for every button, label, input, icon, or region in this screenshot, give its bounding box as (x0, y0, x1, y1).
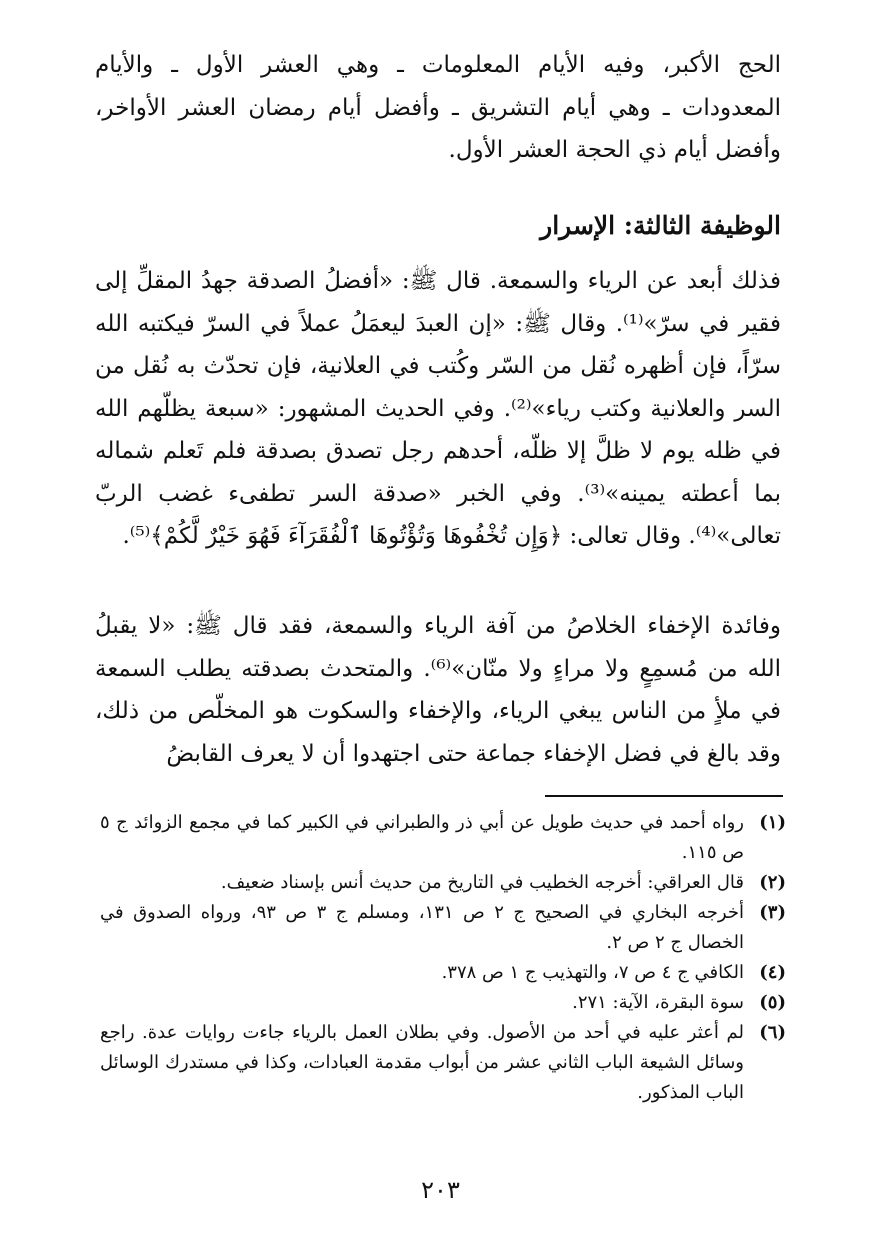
paragraph-benefit: وفائدة الإخفاء الخلاصُ من آفة الرياء والسمعة، فقد قال ﷺ: «لا يقبلُ الله من مُسمِعٍ ولا مراءٍ ولا منّان»⁽⁶⁾. والمتحدث بصدقته يطلب السمعة في ملأٍ من الناس يبغي الرياء، والإخفاء والسكوت هو المخلّص من ذلك، وقد بالغ في فضل الإخفاء جماعة حتى اجتهدوا أن لا يعرف القابضُ (95, 613, 781, 767)
footnote-number: (٤) (759, 962, 786, 983)
paragraph-continuation: الحج الأكبر، وفيه الأيام المعلومات ـ وهي العشر الأول ـ والأيام المعدودات ـ وهي أيام التشريق ـ وأفضل أيام رمضان العشر الأواخر، وأفضل أيام ذي الحجة العشر الأول. (95, 52, 781, 163)
footnote-1 (100, 808, 786, 868)
footnote-2 (100, 868, 786, 898)
footnote-4 (100, 958, 786, 988)
footnote-text: سوة البقرة، الآية: ٢٧١. (572, 992, 744, 1013)
footnote-number: (٣) (759, 902, 786, 923)
footnote-text: لم أعثر عليه في أحد من الأصول. وفي بطلان العمل بالرياء جاءت روايات عدة. راجع وسائل الشيعة الباب الثاني عشر من أبواب مقدمة العبادات، وكذا في مستدرك الوسائل الباب المذكور. (100, 1022, 744, 1103)
footnote-number: (٥) (759, 992, 786, 1013)
footnote-text: الكافي ج ٤ ص ٧، والتهذيب ج ١ ص ٣٧٨. (441, 962, 744, 983)
footnote-number: (٦) (759, 1022, 786, 1043)
footnote-number: (٢) (759, 872, 786, 893)
footnotes (100, 808, 786, 1108)
footnote-divider (545, 795, 783, 797)
footnote-6 (100, 1018, 786, 1108)
page-number: ٢٠٣ (421, 1176, 460, 1204)
footnote-3 (100, 898, 786, 958)
footnote-text: رواه أحمد في حديث طويل عن أبي ذر والطبراني في الكبير كما في مجمع الزوائد ج ٥ ص ١١٥. (100, 812, 744, 863)
footnote-text: أخرجه البخاري في الصحيح ج ٢ ص ١٣١، ومسلم ج ٣ ص ٩٣، ورواه الصدوق في الخصال ج ٢ ص ٢. (100, 902, 744, 953)
section-heading: الوظيفة الثالثة: الإسرار (540, 211, 781, 240)
footnote-5 (100, 988, 786, 1018)
footnote-number: (١) (759, 812, 786, 833)
footnote-text: قال العراقي: أخرجه الخطيب في التاريخ من حديث أنس بإسناد ضعيف. (220, 872, 744, 893)
paragraph-secrecy: فذلك أبعد عن الرياء والسمعة. قال ﷺ: «أفضلُ الصدقة جهدُ المقلِّ إلى فقير في سرّ»⁽¹⁾. وقال ﷺ: «إن العبدَ ليعمَلُ عملاً في السرّ فيكتبه الله سرّاً، فإن أظهره نُقل من السّر وكُتب في العلانية، فإن تحدّث به نُقل من السر والعلانية وكتب رياء»⁽²⁾. وفي الحديث المشهور: «سبعة يظلّهم الله في ظله يوم لا ظلَّ إلا ظلّه، أحدهم رجل تصدق بصدقة فلم تَعلم شماله بما أعطته يمينه»⁽³⁾. وفي الخبر «صدقة السر تطفىء غضب الربّ تعالى»⁽⁴⁾. وقال تعالى: ﴿وَإِن تُخْفُوهَا وَتُؤْتُوهَا ٱلْفُقَرَآءَ فَهُوَ خَيْرٌ لَّكُمْ﴾⁽⁵⁾. (95, 268, 782, 549)
